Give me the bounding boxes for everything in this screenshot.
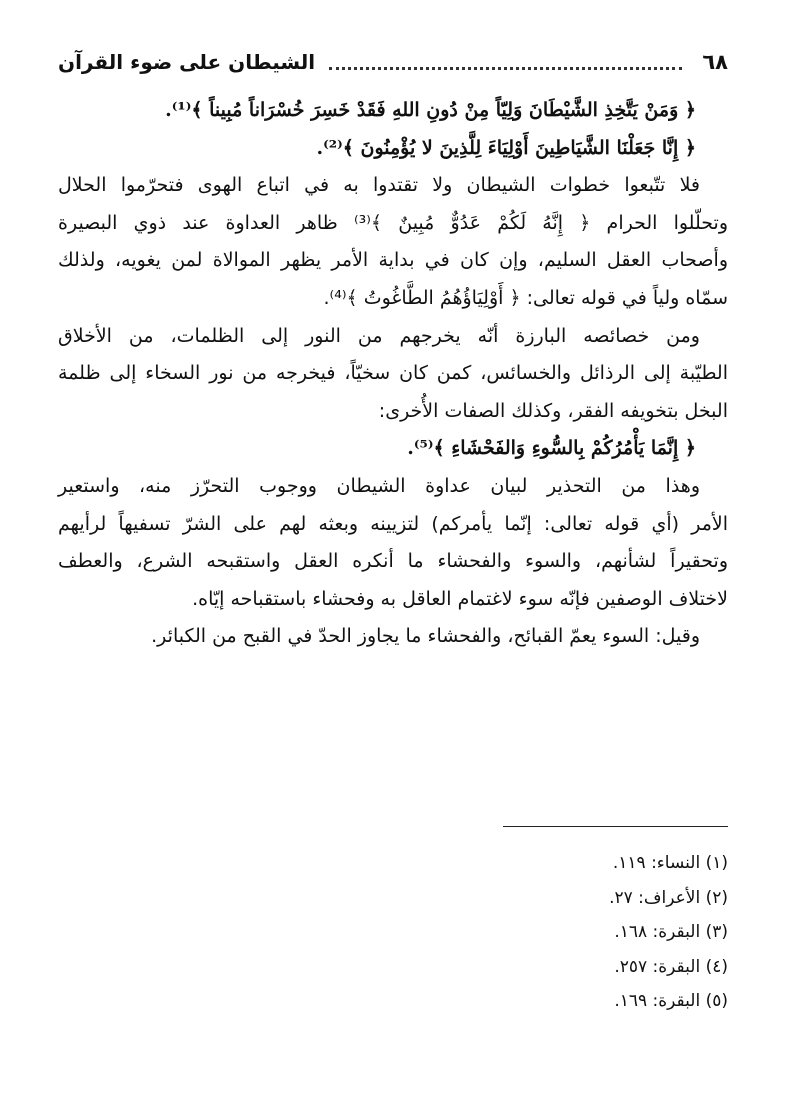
paragraph-line: وقيل: السوء يعمّ القبائح، والفحشاء ما يجاوز الحدّ في القبح من الكبائر. <box>151 625 700 648</box>
paragraph-line: وهذا من التحذير لبيان عداوة الشيطان ووجوب التحرّز منه، واستعير <box>58 474 700 497</box>
running-header <box>58 44 728 80</box>
paragraph-line: الأمر (أي قوله تعالى: إنّما يأمركم) لتزيينه وبعثه لهم على الشرّ تسفيهاً لرأيهم <box>58 512 728 535</box>
footnote: (٥) البقرة: ١٦٩. <box>614 991 728 1011</box>
paragraph-line: وتحلّلوا الحرام ﴿ إِنَّهُ لَكُمْ عَدُوٌّ مُبِينٌ ﴾⁽³⁾ ظاهر العداوة عند ذوي البصيرة <box>58 211 728 234</box>
footnote: (٤) البقرة: ٢٥٧. <box>614 956 728 977</box>
footnote: (١) النساء: ١١٩. <box>612 853 728 873</box>
verse-line: ﴿ إِنَّا جَعَلْنَا الشَّيَاطِينَ أَوْلِيَاءَ لِلَّذِينَ لا يُؤْمِنُونَ ﴾⁽²⁾. <box>316 136 696 159</box>
paragraph-line: ومن خصائصه البارزة أنّه يخرجهم من النور إلى الظلمات، من الأخلاق <box>58 324 700 347</box>
header-dot-leader <box>329 67 682 70</box>
paragraph-line: لاختلاف الوصفين فإنّه سوء لاغتمام العاقل به وفحشاء باستقباحه إيّاه. <box>192 587 728 610</box>
verse-line: ﴿ إِنَّمَا يَأْمُرُكُمْ بِالسُّوءِ وَالفَحْشَاءِ ﴾⁽⁵⁾. <box>407 437 696 460</box>
paragraph-line: وأصحاب العقل السليم، وإن كان في بداية الأمر يظهر الموالاة لمن يغويه، ولذلك <box>58 249 728 272</box>
verse-line: ﴿ وَمَنْ يَتَّخِذِ الشَّيْطَانَ وَلِيّاً مِنْ دُونِ اللهِ فَقَدْ خَسِرَ خُسْرَاناً مُبِيناً ﴾⁽¹⁾. <box>165 99 696 121</box>
footnotes <box>609 846 728 1019</box>
footnote: (٢) الأعراف: ٢٧. <box>609 887 728 908</box>
paragraph-line: سمّاه ولياً في قوله تعالى: ﴿ أَوْلِيَاؤُهُمُ الطَّاغُوتُ ﴾⁽⁴⁾. <box>323 286 728 309</box>
footnote: (٣) البقرة: ١٦٨. <box>614 922 728 942</box>
footnote-separator <box>503 826 728 827</box>
page-number: ٦٨ <box>702 50 728 74</box>
main-text <box>58 92 728 656</box>
paragraph-line: وتحقيراً لشأنهم، والسوء والفحشاء ما أنكره العقل واستقبحه الشرع، والعطف <box>58 550 728 573</box>
header-title-group <box>58 50 728 74</box>
running-title: الشيطان على ضوء القرآن <box>58 50 316 74</box>
paragraph-line: الطيّبة إلى الرذائل والخسائس، كمن كان سخيّاً، فيخرجه من نور السخاء إلى ظلمة <box>58 362 728 385</box>
paragraph-line: البخل بتخويفه الفقر، وكذلك الصفات الأُخرى: <box>378 399 728 422</box>
paragraph-line: فلا تتّبعوا خطوات الشيطان ولا تقتدوا به في اتباع الهوى فتحرّموا الحلال <box>58 174 700 197</box>
